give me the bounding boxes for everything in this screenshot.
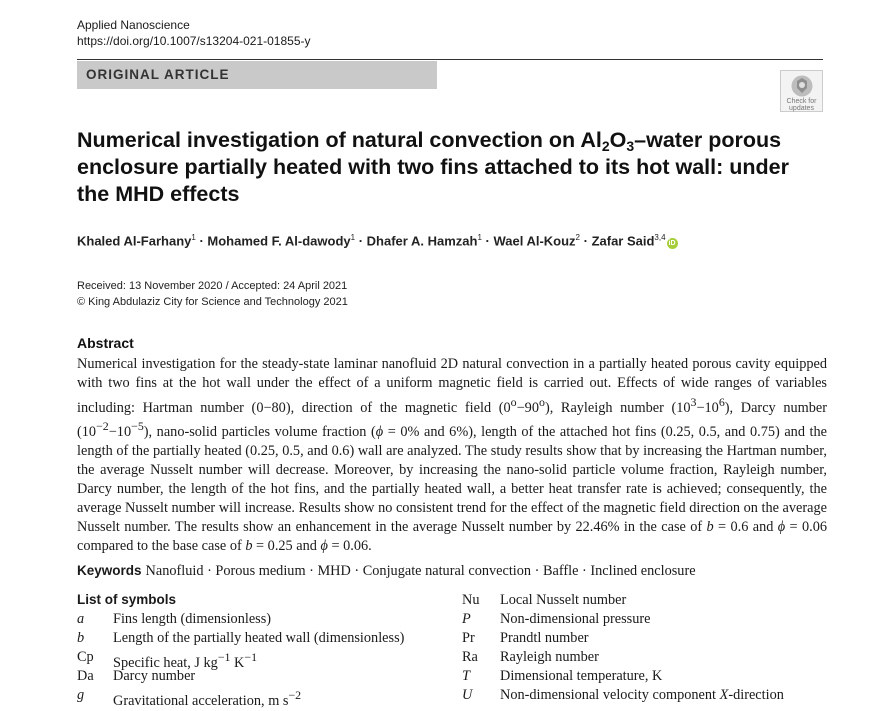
keywords-label: Keywords [77, 563, 142, 578]
keywords [77, 563, 696, 580]
title-sub2: 3 [626, 138, 635, 154]
title-part2: O [609, 128, 627, 152]
symbol: Ra [462, 649, 478, 665]
article-type-banner: ORIGINAL ARTICLE [77, 61, 437, 89]
author-name[interactable]: Mohamed F. Al-dawody [207, 233, 351, 249]
symbol: b [77, 630, 85, 646]
article-title [77, 127, 797, 208]
author-name[interactable]: Wael Al-Kouz [493, 233, 576, 249]
symbol: Nu [462, 592, 480, 608]
symbol-description: Local Nusselt number [500, 592, 627, 608]
symbol-description: Prandtl number [500, 630, 589, 646]
author-separator: · [580, 233, 592, 249]
article-dates [77, 278, 348, 310]
author-name[interactable]: Khaled Al-Farhany [77, 233, 192, 249]
symbol: Cp [77, 649, 94, 665]
title-part3: –water porous enclosure partially heated with two fins attached to its hot wall: under the MHD effects [77, 128, 789, 206]
symbol: T [462, 668, 470, 684]
symbol-description: Non-dimensional velocity component X-direction [500, 687, 784, 703]
author-affiliation: 2 [575, 233, 580, 242]
author-name[interactable]: Zafar Said [591, 233, 655, 249]
journal-header [77, 17, 311, 49]
author-affiliation: 1 [350, 233, 356, 242]
keywords-list: Nanofluid · Porous medium · MHD · Conjugate natural convection · Baffle · Inclined enclosure [145, 563, 696, 579]
author-affiliation: 3,4 [654, 233, 666, 242]
abstract-body: Numerical investigation for the steady-state laminar nanofluid 2D natural convection in a partially heated porous cavity equipped with two fins at the hot wall under the effect of a uniform magnetic field is carried out. Effects of wide ranges of variables including: Hartman number (0−80), direction of the magnetic field $(0^o-90^o)$, Rayleigh number $(10^3-10^6)$, Darcy number $(10^{-2}-10^{-5})$, nano-solid particles volume fraction (ϕ = 0% and 6%), length of the attached hot fins (0.25, 0.5, and 0.75) and the length of the partially heated (0.25, 0.5, and 0.6) wall are analyzed. The study results show that by increasing the Hartman number, the average Nusselt number will decrease. Moreover, by increasing the nano-solid particle volume fraction, Rayleigh number, Darcy number, the length of the hot fins, and the partially heated wall, a better heat transfer rate is achieved; consequently, the average Nusselt number will increase. Results show no consistent trend for the effect of the magnetic field direction on the average Nusselt number. The results show an enhancement in the average Nusselt number by 22.46% in the case of b = 0.6 and ϕ = 0.06 compared to the base case of b = 0.25 and ϕ = 0.06. [77, 356, 828, 554]
author-affiliation: 1 [191, 233, 196, 242]
symbol-description: Length of the partially heated wall (dimensionless) [113, 630, 405, 646]
orcid-icon[interactable]: iD [668, 240, 676, 248]
title-sub1: 2 [601, 138, 610, 154]
symbol: a [77, 611, 85, 627]
symbol: Da [77, 668, 94, 684]
check-for-updates-badge[interactable] [780, 70, 823, 112]
symbol-description: Rayleigh number [500, 649, 599, 665]
symbol: Pr [462, 630, 475, 646]
symbol-description: Dimensional temperature, K [500, 668, 663, 684]
symbol-description: Non-dimensional pressure [500, 611, 651, 627]
abstract-heading: Abstract [77, 335, 134, 351]
doi-link[interactable]: https://doi.org/10.1007/s13204-021-01855-y [77, 34, 311, 48]
received-accepted: Received: 13 November 2020 / Accepted: 24 April 2021 [77, 280, 348, 292]
title-part1: Numerical investigation of natural convection on Al [77, 128, 602, 152]
symbol-description: Darcy number [113, 668, 196, 684]
copyright: © King Abdulaziz City for Science and Technology 2021 [77, 296, 348, 308]
symbol-description: Fins length (dimensionless) [113, 611, 272, 627]
symbol: U [462, 687, 473, 703]
author-separator: · [481, 233, 494, 249]
check-for-updates-line2: updates [789, 105, 814, 112]
author-name[interactable]: Dhafer A. Hamzah [366, 233, 478, 249]
check-for-updates-icon [789, 74, 815, 98]
header-rule [77, 59, 823, 60]
check-for-updates-line1: Check for [786, 98, 817, 105]
author-separator: · [195, 233, 208, 249]
symbols-heading: List of symbols [77, 592, 177, 607]
author-separator: · [355, 233, 367, 249]
journal-name: Applied Nanoscience [77, 18, 190, 32]
symbol: g [77, 687, 85, 703]
symbol-description: Gravitational acceleration, m $s^{-2}$ [113, 688, 302, 709]
symbol: P [462, 611, 471, 627]
symbol-description: Specific heat, J $kg^{-1}$ $K^{-1}$ [113, 650, 258, 671]
author-affiliation: 1 [477, 233, 482, 242]
author-list [77, 233, 678, 249]
